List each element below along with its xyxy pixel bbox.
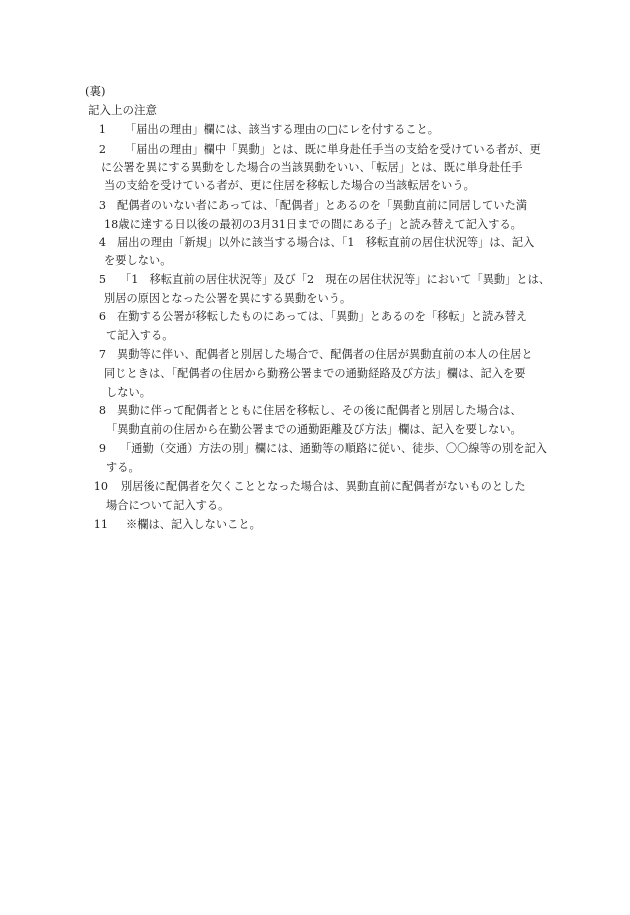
note-number: 4 xyxy=(98,236,106,249)
note-line: 同じときは、「配偶者の住居から勤務公署までの通勤経路及び方法」欄は、記入を要 xyxy=(104,367,526,380)
reverse-side-label: (裏) xyxy=(85,84,106,98)
note-number: 7 xyxy=(98,348,106,361)
note-line: 配偶者のいない者にあっては、「配偶者」とあるのを「異動直前に同居していた満 xyxy=(117,199,528,212)
note-number: 2 xyxy=(98,143,106,156)
note-line: 場合について記入する。 xyxy=(106,499,230,512)
note-line: する。 xyxy=(106,461,140,474)
note-line: て記入する。 xyxy=(106,329,174,342)
note-number: 6 xyxy=(98,310,106,323)
note-line: しない。 xyxy=(106,386,151,399)
note-number: 5 xyxy=(98,273,106,286)
note-number: 10 xyxy=(93,480,108,493)
note-number: 11 xyxy=(93,518,108,531)
note-line: 18歳に達する日以後の最初の3月31日までの間にある子」と読み替えて記入する。 xyxy=(104,218,522,231)
note-number: 1 xyxy=(98,123,106,136)
note-line: 届出の理由「新規」以外に該当する場合は、「1 移転直前の居住状況等」は、記入 xyxy=(117,236,535,249)
note-line: 異動に伴って配偶者とともに住居を移転し、その後に配偶者と別居した場合は、 xyxy=(117,404,522,417)
note-line: ※欄は、記入しないこと。 xyxy=(126,518,261,531)
note-line: 「届出の理由」欄中「異動」とは、既に単身赴任手当の支給を受けている者が、更 xyxy=(125,143,541,156)
note-line: に公署を異にする異動をした場合の当該異動をいい、「転居」とは、既に単身赴任手 xyxy=(101,161,523,174)
note-line: 「通勤（交通）方法の別」欄には、通勤等の順路に従い、徒歩、〇〇線等の別を記入 xyxy=(120,442,548,455)
note-number: 3 xyxy=(98,199,106,212)
note-line: 在勤する公署が移転したものにあっては、「異動」とあるのを「移転」と読み替え xyxy=(117,310,528,323)
note-line: 「異動直前の住居から在勤公署までの通勤距離及び方法」欄は、記入を要しない。 xyxy=(106,423,522,436)
note-line: 当の支給を受けている者が、更に住居を移転した場合の当該転居をいう。 xyxy=(104,179,475,192)
note-line: を要しない。 xyxy=(104,254,172,267)
notes-heading: 記入上の注意 xyxy=(88,103,157,117)
note-number: 8 xyxy=(98,404,106,417)
note-line: 別居の原因となった公署を異にする異動をいう。 xyxy=(104,292,352,305)
note-line: 別居後に配偶者を欠くこととなった場合は、異動直前に配偶者がないものとした xyxy=(121,480,526,493)
note-number: 9 xyxy=(98,442,106,455)
note-line: 「1 移転直前の居住状況等」及び「2 現在の居住状況等」において「異動」とは、 xyxy=(120,273,551,286)
note-line: 異動等に伴い、配偶者と別居した場合で、配偶者の住居が異動直前の本人の住居と xyxy=(117,348,533,361)
note-line: 「届出の理由」欄には、該当する理由の□にレを付すること。 xyxy=(125,123,440,136)
